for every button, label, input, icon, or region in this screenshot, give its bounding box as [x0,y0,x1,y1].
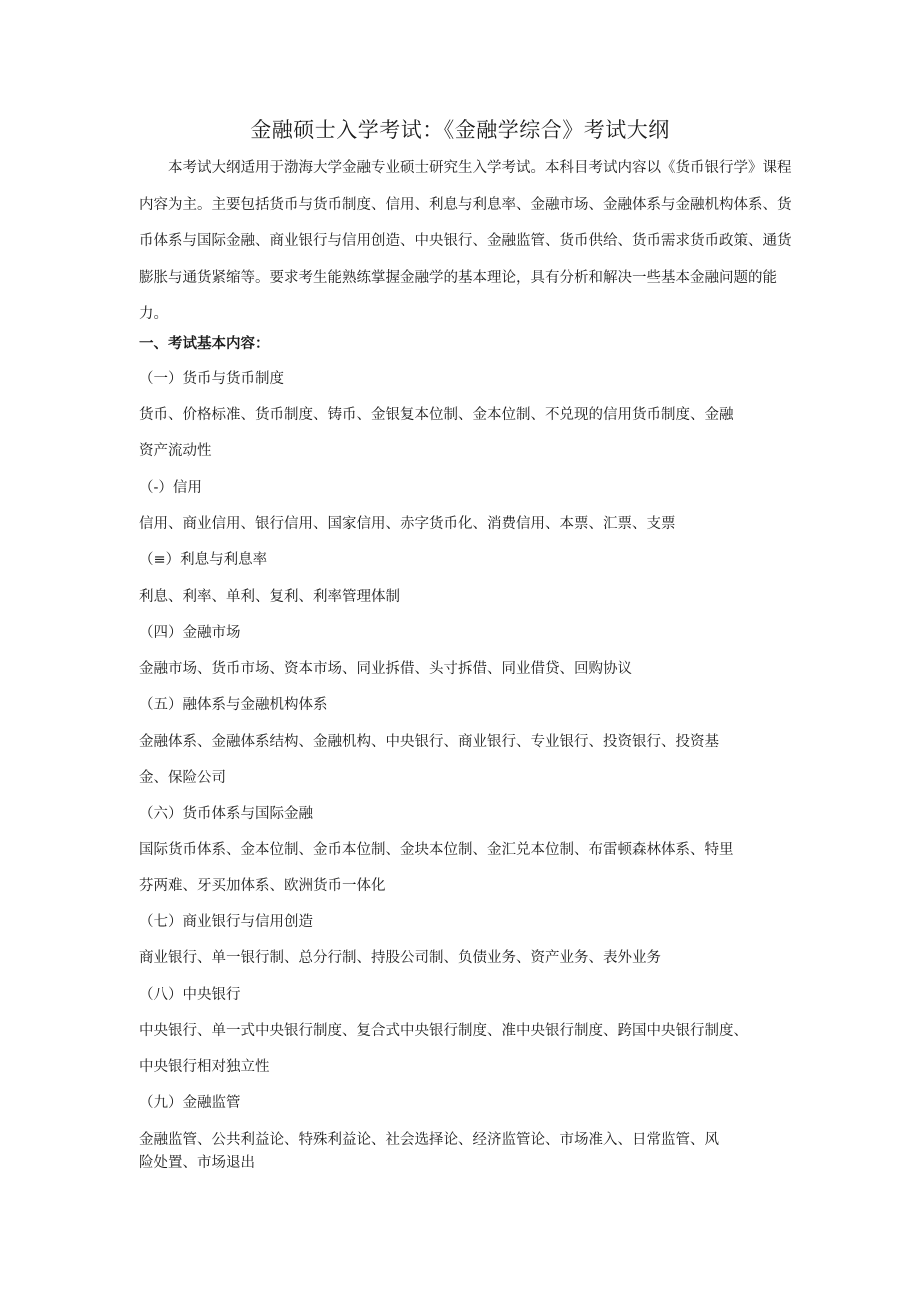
content-line: 险处置、市场退出 [139,1155,255,1171]
subsection-heading-4: （四）金融市场 [139,625,241,641]
content-line: 金融监管、公共利益论、特殊利益论、社会选择论、经济监管论、市场准入、日常监管、风 [139,1132,719,1148]
content-line: 利息、利率、单利、复利、利率管理体制 [139,589,400,605]
content-line: 国际货币体系、金本位制、金币本位制、金块本位制、金汇兑本位制、布雷顿森林体系、特里 [139,842,734,858]
subsection-heading-5: （五）融体系与金融机构体系 [139,697,328,713]
subsection-heading-6: （六）货币体系与国际金融 [139,806,313,822]
content-line: 中央银行、单一式中央银行制度、复合式中央银行制度、准中央银行制度、跨国中央银行制度、 [139,1023,748,1039]
content-line: 信用、商业信用、银行信用、国家信用、赤字货币化、消费信用、本票、汇票、支票 [139,516,676,532]
subsection-heading-2: （-）信用 [139,480,202,496]
content-line: 资产流动性 [139,443,212,459]
document-title: 金融硕士入学考试：《金融学综合》考试大纲 [250,118,670,142]
content-line: 金、保险公司 [139,770,226,786]
content-line: 金融体系、金融体系结构、金融机构、中央银行、商业银行、专业银行、投资银行、投资基 [139,734,719,750]
subsection-heading-7: （七）商业银行与信用创造 [139,914,313,930]
section-heading: 一、考试基本内容： [139,335,270,352]
content-line: 商业银行、单一银行制、总分行制、持股公司制、负债业务、资产业务、表外业务 [139,950,661,966]
content-line: 金融市场、货币市场、资本市场、同业拆借、头寸拆借、同业借贷、回购协议 [139,661,632,677]
intro-paragraph: 本考试大纲适用于渤海大学金融专业硕士研究生入学考试。本科目考试内容以《货币银行学》课程内容为主。主要包括货币与货币制度、信用、利息与利息率、金融市场、金融体系与金融机构体系、货币体系与国际金融、商业银行与信用创造、中央银行、金融监管、货币供给、货币需求货币政策、通货膨胀与通货紧缩等。要求考生能熟练掌握金融学的基本理论，具有分析和解决一些基本金融问题的能力。 [139,160,792,322]
content-line: 芬两难、牙买加体系、欧洲货币一体化 [139,878,386,894]
content-line: 中央银行相对独立性 [139,1059,270,1075]
subsection-heading-8: （八）中央银行 [139,987,241,1003]
subsection-heading-3: （≡）利息与利息率 [139,552,268,568]
subsection-heading-9: （九）金融监管 [139,1095,241,1111]
subsection-heading-1: （一）货币与货币制度 [139,371,284,387]
content-line: 货币、价格标准、货币制度、铸币、金银复本位制、金本位制、不兑现的信用货币制度、金融 [139,407,734,423]
